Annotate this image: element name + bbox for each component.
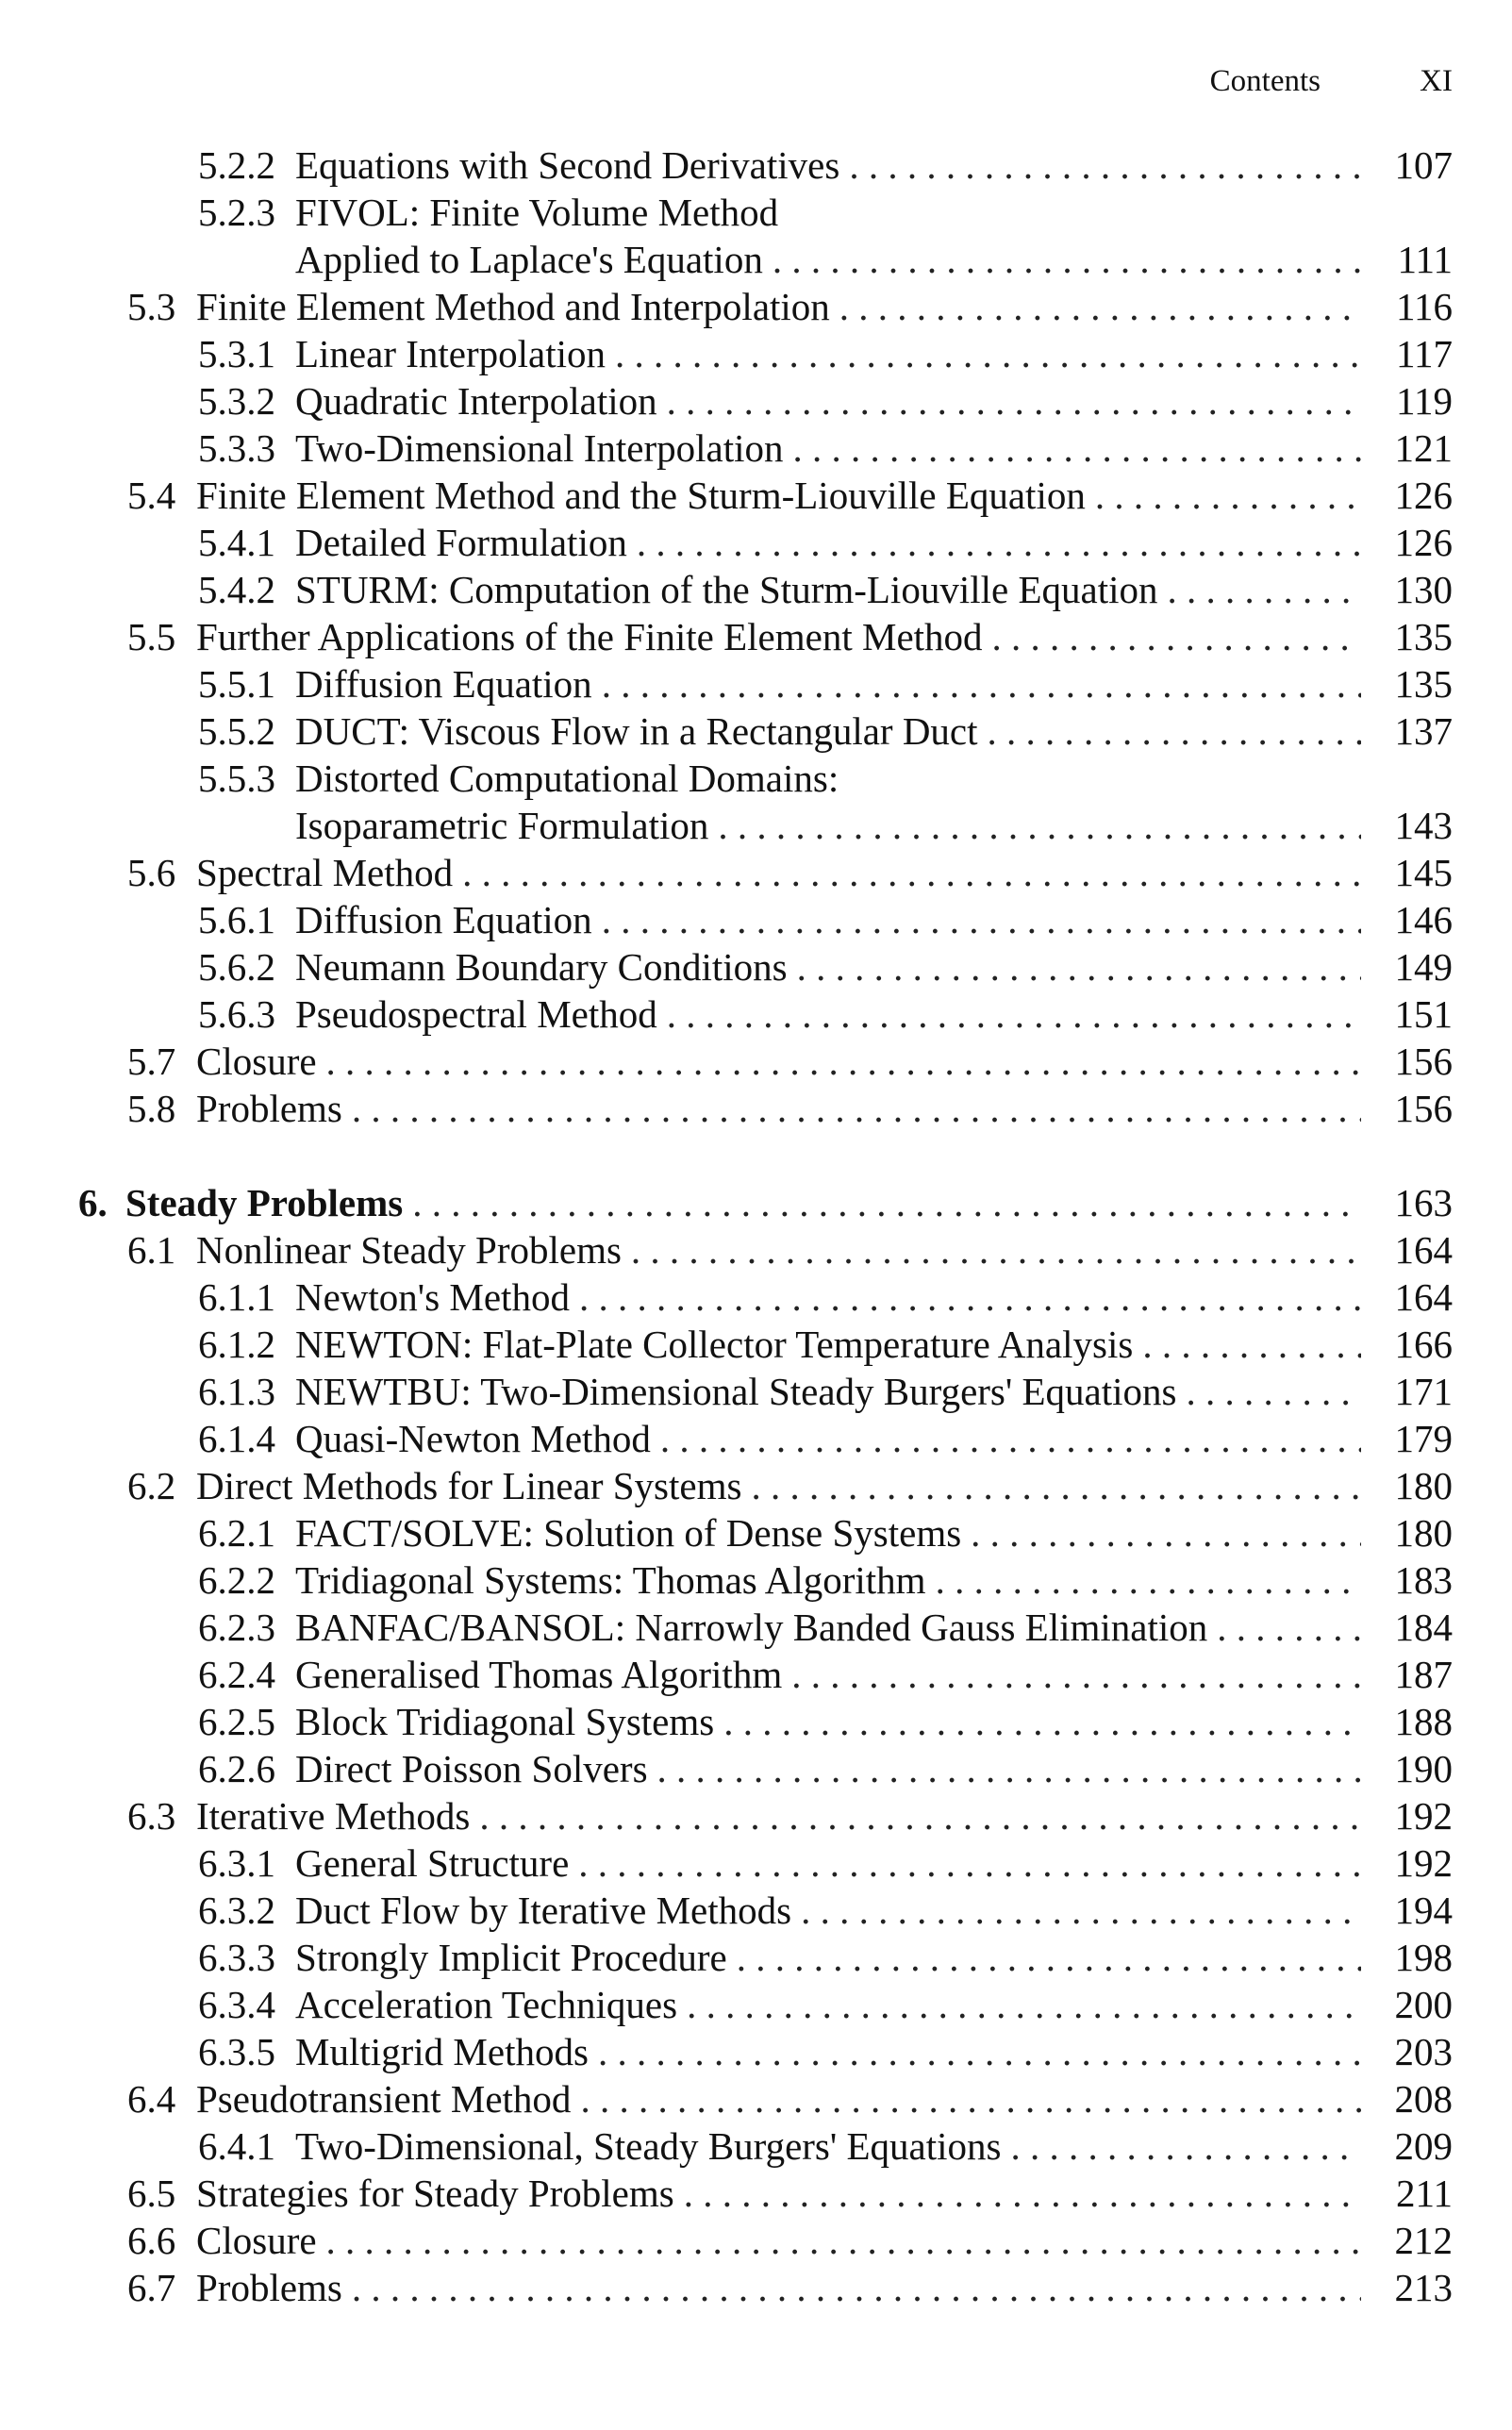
toc-entry: [0, 2170, 1512, 2217]
toc-entry: [0, 1604, 1512, 1651]
toc-entry-title: Detailed Formulation: [295, 521, 627, 564]
toc-entry: [0, 1745, 1512, 1792]
toc-entry-page: 179: [1394, 1417, 1453, 1460]
leader-dots: [741, 1462, 1361, 1509]
toc-entry: [0, 2028, 1512, 2075]
toc-entry: [0, 1085, 1512, 1132]
toc-entry-number: 6.2.6: [198, 1747, 275, 1790]
toc-entry-title: Two-Dimensional Interpolation: [295, 426, 784, 470]
toc-entry-title: Nonlinear Steady Problems: [196, 1228, 622, 1272]
toc-chapter-number: 6.: [78, 1181, 108, 1224]
toc-entry-title: Neumann Boundary Conditions: [295, 945, 788, 989]
toc-entry: [0, 1556, 1512, 1604]
toc-entry-continuation: [0, 802, 1512, 849]
leader-dots: [788, 943, 1361, 990]
toc-entry-page: 192: [1394, 1794, 1453, 1838]
leader-dots: [589, 2028, 1361, 2075]
toc-entry-number: 6.3.2: [198, 1889, 275, 1932]
toc-entry: [0, 283, 1512, 330]
toc-entry: [0, 1981, 1512, 2028]
toc-entry: [0, 2217, 1512, 2264]
toc-entry-page: 126: [1394, 474, 1453, 517]
toc-entry-number: 6.2.1: [198, 1511, 275, 1555]
toc-entry-page: 119: [1396, 379, 1453, 423]
toc-entry-number: 6.3: [127, 1794, 176, 1838]
toc-entry-title: Acceleration Techniques: [295, 1983, 678, 2026]
toc-entry-page: 149: [1394, 945, 1453, 989]
toc-entry-title: Spectral Method: [196, 851, 454, 894]
toc-entry-page: 188: [1394, 1700, 1453, 1743]
toc-entry: [0, 990, 1512, 1038]
toc-entry: [0, 1887, 1512, 1934]
leader-dots: [674, 2170, 1361, 2217]
toc-entry-title: NEWTBU: Two-Dimensional Steady Burgers' Equations: [295, 1370, 1177, 1413]
leader-dots: [317, 2217, 1361, 2264]
toc-entry-title: Two-Dimensional, Steady Burgers' Equations: [295, 2124, 1002, 2168]
toc-entry-number: 5.3.3: [198, 426, 275, 470]
toc-chapter-entry: [0, 1179, 1512, 1226]
leader-dots: [627, 519, 1361, 566]
toc-entry-title: FACT/SOLVE: Solution of Dense Systems: [295, 1511, 962, 1555]
toc-entry-page: 166: [1394, 1323, 1453, 1366]
toc-entry-title: Applied to Laplace's Equation: [295, 238, 763, 281]
toc-entry-title: BANFAC/BANSOL: Narrowly Banded Gauss Elimination: [295, 1606, 1208, 1649]
toc-entry-page: 135: [1394, 615, 1453, 658]
toc-entry-title: DUCT: Viscous Flow in a Rectangular Duct: [295, 709, 978, 753]
toc-entry-page: 146: [1394, 898, 1453, 941]
toc-entry-title: General Structure: [295, 1841, 570, 1885]
toc-entry-page: 156: [1394, 1040, 1453, 1083]
toc-entry: [0, 424, 1512, 472]
toc-entry-page: 190: [1394, 1747, 1453, 1790]
leader-dots: [1157, 566, 1361, 613]
toc-entry: [0, 613, 1512, 660]
toc-entry: [0, 849, 1512, 896]
toc-entry-title: NEWTON: Flat-Plate Collector Temperature Analysis: [295, 1323, 1134, 1366]
toc-entry-number: 6.7: [127, 2266, 176, 2309]
toc-entry: [0, 755, 1512, 802]
toc-entry-page: 209: [1394, 2124, 1453, 2168]
leader-dots: [1086, 472, 1361, 519]
leader-dots: [677, 1981, 1361, 2028]
toc-entry-number: 6.1: [127, 1228, 176, 1272]
toc-entry-title: Quadratic Interpolation: [295, 379, 657, 423]
leader-dots: [727, 1934, 1361, 1981]
toc-entry-page: 171: [1394, 1370, 1453, 1413]
leader-dots: [342, 1085, 1361, 1132]
leader-dots: [592, 896, 1361, 943]
toc-entry-page: 164: [1394, 1275, 1453, 1319]
toc-entry-page: 126: [1394, 521, 1453, 564]
toc-entry: [0, 1273, 1512, 1321]
toc-entry: [0, 1462, 1512, 1509]
toc-entry-page: 194: [1394, 1889, 1453, 1932]
leader-dots: [1002, 2122, 1362, 2170]
toc-entry: [0, 189, 1512, 236]
toc-entry: [0, 141, 1512, 189]
toc-entry-number: 5.5: [127, 615, 176, 658]
toc-entry-page: 198: [1394, 1936, 1453, 1979]
leader-dots: [403, 1179, 1361, 1226]
leader-dots: [714, 1698, 1361, 1745]
toc-entry-title: Closure: [196, 1040, 317, 1083]
toc-entry-page: 184: [1394, 1606, 1453, 1649]
leader-dots: [782, 1651, 1361, 1698]
leader-dots: [470, 1792, 1361, 1839]
toc-entry-title: Pseudotransient Method: [196, 2077, 572, 2121]
toc-entry: [0, 1415, 1512, 1462]
toc-entry-number: 5.5.3: [198, 757, 275, 800]
toc-entry-number: 6.5: [127, 2172, 176, 2215]
toc-entry-number: 5.6.2: [198, 945, 275, 989]
toc-entry: [0, 330, 1512, 377]
toc-entry: [0, 1934, 1512, 1981]
toc-entry-number: 6.4: [127, 2077, 176, 2121]
toc-entry: [0, 1698, 1512, 1745]
toc-entry-title: Strategies for Steady Problems: [196, 2172, 674, 2215]
toc-entry: [0, 519, 1512, 566]
leader-dots: [961, 1509, 1361, 1556]
toc-entry-title: Isoparametric Formulation: [295, 804, 709, 847]
leader-dots: [839, 141, 1361, 189]
leader-dots: [622, 1226, 1361, 1273]
toc-entry-number: 6.2.5: [198, 1700, 275, 1743]
toc-entry: [0, 2264, 1512, 2311]
toc-entry-number: 5.4: [127, 474, 176, 517]
toc-entry-number: 6.6: [127, 2219, 176, 2262]
toc-entry: [0, 1368, 1512, 1415]
toc-entry-number: 5.3.2: [198, 379, 275, 423]
toc-entry-page: 111: [1397, 238, 1453, 281]
toc-entry-number: 5.4.1: [198, 521, 275, 564]
leader-dots: [1207, 1604, 1361, 1651]
toc-entry-number: 5.5.1: [198, 662, 275, 706]
toc-entry-title: Direct Poisson Solvers: [295, 1747, 648, 1790]
toc-entry-page: 121: [1394, 426, 1453, 470]
leader-dots: [592, 660, 1361, 707]
leader-dots: [830, 283, 1361, 330]
toc-chapter-title: Steady Problems: [125, 1181, 404, 1224]
leader-dots: [1133, 1321, 1361, 1368]
toc-entry-title: FIVOL: Finite Volume Method: [295, 191, 779, 234]
leader-dots: [606, 330, 1361, 377]
page-folio: XI: [1420, 64, 1453, 98]
leader-dots: [1177, 1368, 1362, 1415]
toc-entry-number: 6.1.4: [198, 1417, 275, 1460]
toc-entry-page: 192: [1394, 1841, 1453, 1885]
toc-entry-page: 156: [1394, 1087, 1453, 1130]
toc-entry-page: 151: [1394, 992, 1453, 1036]
leader-dots: [791, 1887, 1361, 1934]
leader-dots: [657, 990, 1361, 1038]
toc-entry-title: Equations with Second Derivatives: [295, 143, 840, 187]
toc-entry-number: 5.3.1: [198, 332, 275, 375]
toc-entry-title: Problems: [196, 2266, 342, 2309]
toc-entry-number: 5.6.1: [198, 898, 275, 941]
running-header: [0, 64, 1453, 102]
toc-entry: [0, 472, 1512, 519]
toc-entry: [0, 2122, 1512, 2170]
toc-entry-number: 5.7: [127, 1040, 176, 1083]
toc-entry-number: 6.3.4: [198, 1983, 275, 2026]
toc-entry-number: 6.2.2: [198, 1558, 275, 1602]
toc-entry-number: 6.3.5: [198, 2030, 275, 2073]
toc-entry-number: 5.6.3: [198, 992, 275, 1036]
toc-entry-page: 180: [1394, 1464, 1453, 1507]
toc-entry: [0, 1321, 1512, 1368]
toc-entry-title: Duct Flow by Iterative Methods: [295, 1889, 792, 1932]
toc-entry-page: 203: [1394, 2030, 1453, 2073]
toc-entry-number: 5.2.3: [198, 191, 275, 234]
leader-dots: [926, 1556, 1361, 1604]
toc-entry-number: 5.6: [127, 851, 176, 894]
toc-entry-number: 6.1.2: [198, 1323, 275, 1366]
toc-entry-title: Multigrid Methods: [295, 2030, 589, 2073]
toc-entry-title: Block Tridiagonal Systems: [295, 1700, 715, 1743]
toc-entry-number: 5.2.2: [198, 143, 275, 187]
toc-entry-title: STURM: Computation of the Sturm-Liouville Equation: [295, 568, 1158, 611]
toc-entry-title: Problems: [196, 1087, 342, 1130]
toc-entry-page: 137: [1394, 709, 1453, 753]
leader-dots: [651, 1415, 1361, 1462]
toc-entry-page: 143: [1394, 804, 1453, 847]
leader-dots: [708, 802, 1361, 849]
toc-entry-title: Finite Element Method and Interpolation: [196, 285, 830, 328]
toc-entry-page: 135: [1394, 662, 1453, 706]
toc-entry-title: Generalised Thomas Algorithm: [295, 1653, 783, 1696]
toc-entry-page: 187: [1394, 1653, 1453, 1696]
toc-entry-title: Diffusion Equation: [295, 662, 592, 706]
toc-entry-number: 6.3.1: [198, 1841, 275, 1885]
toc-entry-title: Further Applications of the Finite Element Method: [196, 615, 983, 658]
toc-entry: [0, 377, 1512, 424]
leader-dots: [342, 2264, 1361, 2311]
toc-entry-title: Pseudospectral Method: [295, 992, 657, 1036]
toc-entry: [0, 1226, 1512, 1273]
toc-entry-page: 163: [1394, 1181, 1453, 1224]
leader-dots: [317, 1038, 1361, 1085]
leader-dots: [983, 613, 1361, 660]
toc-entry-page: 107: [1394, 143, 1453, 187]
toc-entry-page: 130: [1394, 568, 1453, 611]
toc-entry-page: 208: [1394, 2077, 1453, 2121]
toc-entry-continuation: [0, 236, 1512, 283]
toc-entry-page: 200: [1394, 1983, 1453, 2026]
toc-entry-number: 5.4.2: [198, 568, 275, 611]
toc-entry: [0, 660, 1512, 707]
toc-entry: [0, 1509, 1512, 1556]
toc-entry: [0, 896, 1512, 943]
toc-entry-page: 213: [1394, 2266, 1453, 2309]
toc-entry-title: Tridiagonal Systems: Thomas Algorithm: [295, 1558, 926, 1602]
toc-entry: [0, 707, 1512, 755]
toc-entry-number: 6.3.3: [198, 1936, 275, 1979]
toc-entry-number: 5.5.2: [198, 709, 275, 753]
toc-entry: [0, 2075, 1512, 2122]
leader-dots: [569, 1839, 1361, 1887]
toc-entry-title: Diffusion Equation: [295, 898, 592, 941]
toc-entry-number: 6.2.4: [198, 1653, 275, 1696]
toc-entry: [0, 1651, 1512, 1698]
toc-entry: [0, 943, 1512, 990]
leader-dots: [763, 236, 1361, 283]
toc-entry: [0, 1792, 1512, 1839]
toc-entry: [0, 1038, 1512, 1085]
toc-entry: [0, 1839, 1512, 1887]
toc-entry-number: 6.1.3: [198, 1370, 275, 1413]
toc-entry-title: Newton's Method: [295, 1275, 570, 1319]
toc-entry-page: 164: [1394, 1228, 1453, 1272]
toc-entry-title: Strongly Implicit Procedure: [295, 1936, 727, 1979]
toc-entry: [0, 566, 1512, 613]
toc-entry-number: 6.1.1: [198, 1275, 275, 1319]
toc-entry-title: Quasi-Newton Method: [295, 1417, 651, 1460]
leader-dots: [978, 707, 1361, 755]
toc-entry-page: 116: [1396, 285, 1453, 328]
toc-entry-page: 183: [1394, 1558, 1453, 1602]
leader-dots: [570, 1273, 1361, 1321]
toc-entry-page: 117: [1396, 332, 1453, 375]
toc-entry-page: 212: [1394, 2219, 1453, 2262]
toc-entry-title: Closure: [196, 2219, 317, 2262]
toc-entry-title: Iterative Methods: [196, 1794, 471, 1838]
toc-entry-number: 5.3: [127, 285, 176, 328]
toc-entry-page: 180: [1394, 1511, 1453, 1555]
leader-dots: [571, 2075, 1361, 2122]
leader-dots: [648, 1745, 1361, 1792]
toc-entry-page: 211: [1396, 2172, 1453, 2215]
toc-entry-title: Direct Methods for Linear Systems: [196, 1464, 742, 1507]
toc-entry-title: Linear Interpolation: [295, 332, 606, 375]
leader-dots: [657, 377, 1361, 424]
toc-entry-number: 5.8: [127, 1087, 176, 1130]
table-of-contents: [0, 141, 1512, 2311]
running-title: Contents: [1209, 64, 1321, 98]
toc-entry-page: 145: [1394, 851, 1453, 894]
toc-entry-number: 6.4.1: [198, 2124, 275, 2168]
leader-dots: [453, 849, 1361, 896]
toc-entry-number: 6.2: [127, 1464, 176, 1507]
toc-entry-title: Finite Element Method and the Sturm-Liouville Equation: [196, 474, 1086, 517]
leader-dots: [784, 424, 1362, 472]
toc-entry-title: Distorted Computational Domains:: [295, 757, 839, 800]
toc-entry-number: 6.2.3: [198, 1606, 275, 1649]
